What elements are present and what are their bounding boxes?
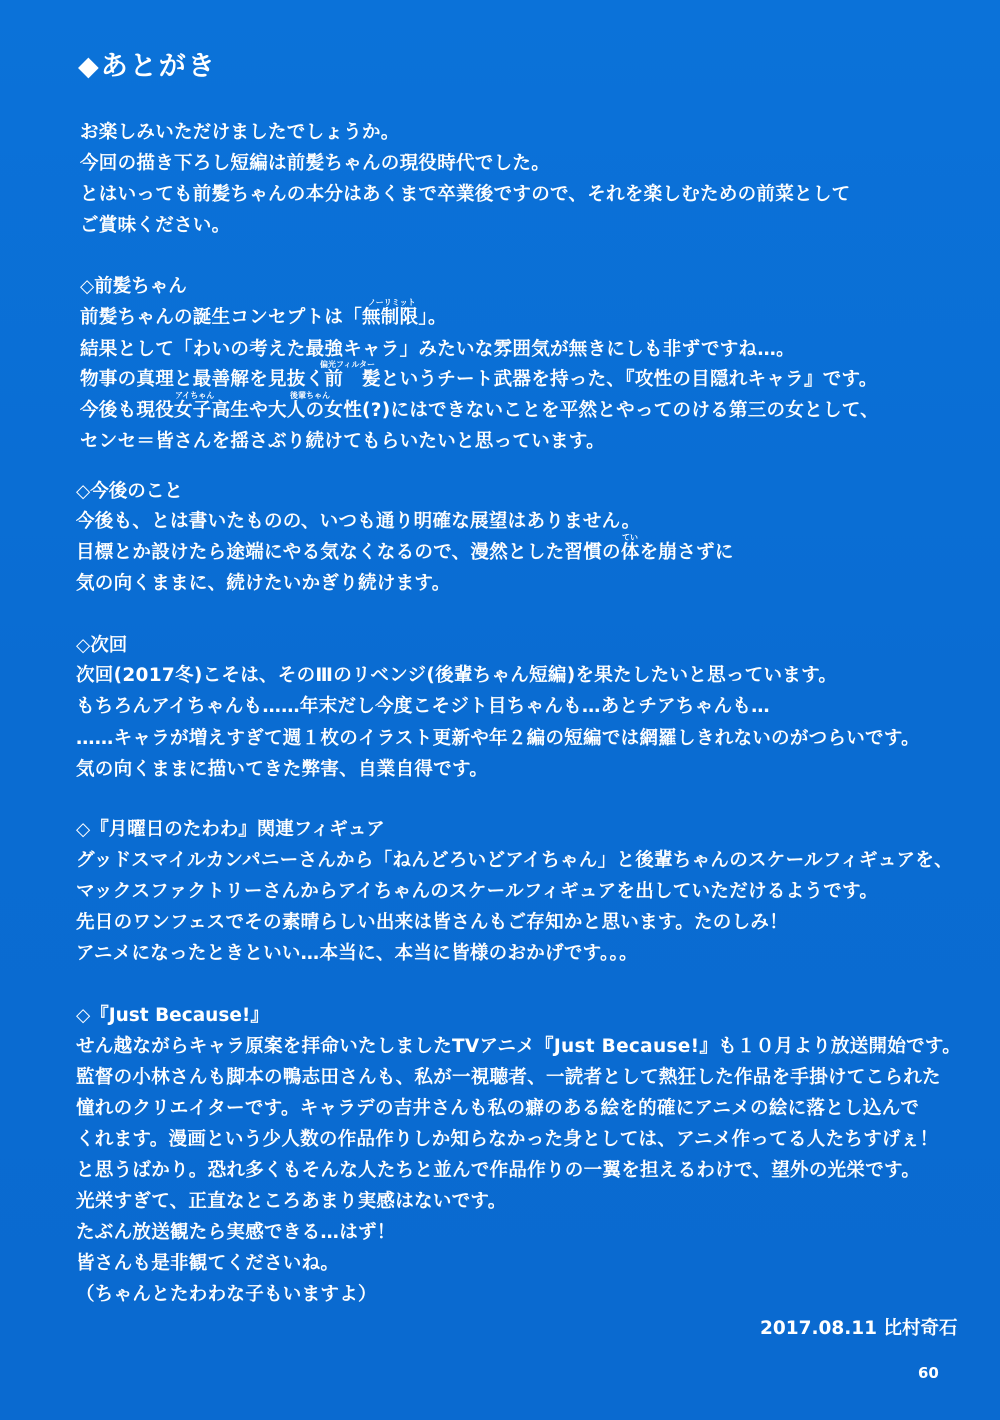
ruby-annotation: ノーリミット bbox=[368, 298, 416, 307]
section-line: 今後も、とは書いたものの、いつも通り明確な展望はありません。 bbox=[76, 511, 641, 532]
section-heading-future: ◇今後のこと bbox=[76, 481, 183, 502]
section-heading-next: ◇次回 bbox=[76, 635, 128, 656]
section-line: 今後も現役女子高生や大人の女性(?)にはできないことを平然とやってのける第三の女として、 bbox=[80, 400, 879, 421]
section-line: 次回(2017冬)こそは、そのⅢのリベンジ(後輩ちゃん短編)を果たしたいと思っています。 bbox=[76, 665, 838, 686]
section-line: マックスファクトリーさんからアイちゃんのスケールフィギュアを出していただけるようです。 bbox=[76, 881, 879, 902]
section-line: 前髪ちゃんの誕生コンセプトは「無制限」。 bbox=[80, 307, 447, 328]
intro-line: 今回の描き下ろし短編は前髪ちゃんの現役時代でした。 bbox=[80, 153, 551, 174]
section-line: センセ＝皆さんを揺さぶり続けてもらいたいと思っています。 bbox=[80, 431, 605, 452]
signature: 2017.08.11 比村奇石 bbox=[760, 1318, 958, 1339]
section-line: くれます。漫画という少人数の作品作りしか知らなかった身としては、アニメ作ってる人たちすげぇ！ bbox=[76, 1129, 939, 1150]
section-line: 気の向くままに描いてきた弊害、自業自得です。 bbox=[76, 759, 489, 780]
section-line: もちろんアイちゃんも……年末だし今度こそジト目ちゃんも…あとチアちゃんも… bbox=[76, 696, 770, 717]
section-line: グッドスマイルカンパニーさんから「ねんどろいどアイちゃん」と後輩ちゃんのスケールフィギュアを、 bbox=[76, 850, 953, 871]
section-heading-figures: ◇『月曜日のたわわ』関連フィギュア bbox=[76, 819, 385, 840]
section-line: ……キャラが増えすぎて週１枚のイラスト更新や年２編の短編では網羅しきれないのがつらいです。 bbox=[76, 728, 920, 749]
intro-line: とはいっても前髪ちゃんの本分はあくまで卒業後ですので、それを楽しむための前菜として bbox=[80, 184, 851, 205]
section-heading-just-because: ◇『Just Because!』 bbox=[76, 1005, 269, 1026]
ruby-annotation: アイちゃん bbox=[175, 391, 215, 400]
section-line: アニメになったときといい…本当に、本当に皆様のおかげです。。。 bbox=[76, 943, 638, 964]
section-heading-maegami: ◇前髪ちゃん bbox=[80, 276, 187, 297]
section-line: 結果として「わいの考えた最強キャラ」みたいな雰囲気が無きにしも非ずですね…。 bbox=[80, 339, 795, 360]
section-line: せん越ながらキャラ原案を拝命いたしましたTVアニメ『Just Because!』も１０月より放送開始です。 bbox=[76, 1036, 962, 1057]
page-number: 60 bbox=[918, 1364, 939, 1382]
ruby-annotation: 偏光フィルター bbox=[320, 360, 376, 369]
intro-line: ご賞味ください。 bbox=[80, 215, 231, 236]
section-line: 気の向くままに、続けたいかぎり続けます。 bbox=[76, 573, 451, 594]
section-line: と思うばかり。恐れ多くもそんな人たちと並んで作品作りの一翼を担えるわけで、望外の光栄です。 bbox=[76, 1160, 921, 1181]
section-line: 監督の小林さんも脚本の鴨志田さんも、私が一視聴者、一読者として熱狂した作品を手掛けてこられた bbox=[76, 1067, 941, 1088]
section-line: 先日のワンフェスでその素晴らしい出来は皆さんもご存知かと思います。たのしみ！ bbox=[76, 912, 788, 933]
section-line: （ちゃんとたわわな子もいますよ） bbox=[76, 1284, 377, 1305]
section-line: 目標とか設けたら途端にやる気なくなるので、漫然とした習慣の体を崩さずに bbox=[76, 542, 734, 563]
intro-line: お楽しみいただけましたでしょうか。 bbox=[80, 122, 400, 143]
section-line: 皆さんも是非観てくださいね。 bbox=[76, 1253, 340, 1274]
section-line: 光栄すぎて、正直なところあまり実感はないです。 bbox=[76, 1191, 507, 1212]
ruby-annotation: てい bbox=[622, 533, 638, 542]
section-line: 物事の真理と最善解を見抜く前 髪というチート武器を持った、『攻性の目隠れキャラ』です。 bbox=[80, 369, 878, 390]
section-line: たぶん放送観たら実感できる…はず！ bbox=[76, 1222, 396, 1243]
section-line: 憧れのクリエイターです。キャラデの吉井さんも私の癖のある絵を的確にアニメの絵に落とし込んで bbox=[76, 1098, 920, 1119]
ruby-annotation: 後輩ちゃん bbox=[290, 391, 330, 400]
page-title: ◆あとがき bbox=[78, 51, 217, 82]
